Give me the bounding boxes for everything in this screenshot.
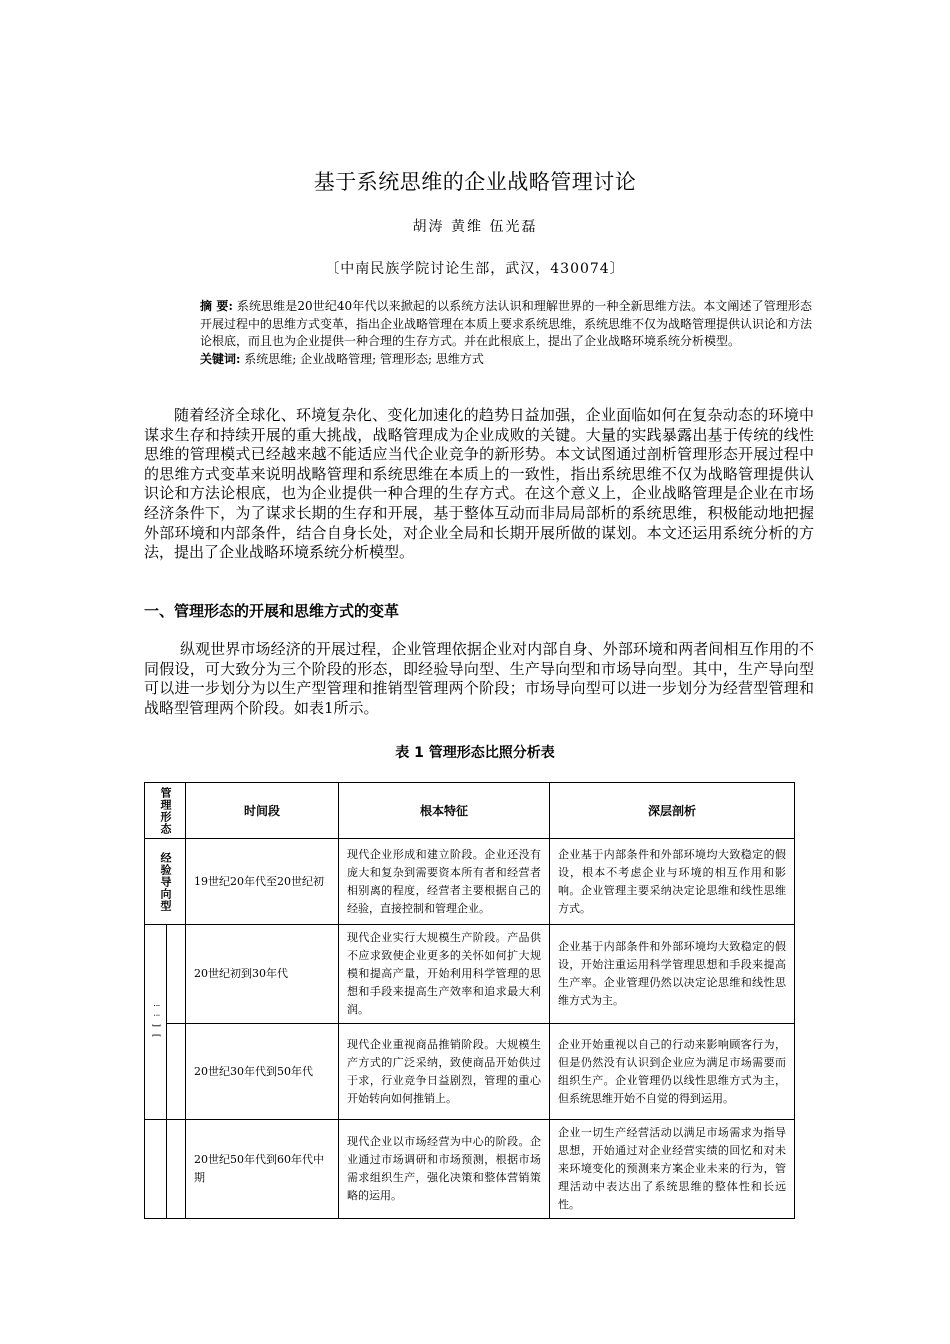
paper-title: 基于系统思维的企业战略管理讨论 <box>313 170 637 194</box>
abstract-label: 摘 要: <box>200 299 233 313</box>
header-management-form <box>145 783 186 839</box>
feature-cell: 现代企业以市场经营为中心的阶段。企业通过市场调研和市场预测，根据市场需求组织生产，强化决策和整体营销策略的运用。 <box>339 1120 550 1219</box>
section-heading-1: 一、管理形态的开展和思维方式的变革 <box>144 602 400 620</box>
sub-label-cell <box>167 1120 186 1219</box>
keywords-text: 系统思维; 企业战略管理; 管理形态; 思维方式 <box>244 351 484 366</box>
period-cell: 20世纪初到30年代 <box>186 925 339 1024</box>
feature-cell: 现代企业形成和建立阶段。企业还没有庞大和复杂到需要资本所有者和经营者相别离的程度，经营者主要根据自己的经验，直接控制和管理企业。 <box>339 839 550 925</box>
feature-cell: 现代企业实行大规模生产阶段。产品供不应求致使企业更多的关怀如何扩大规模和提高产量，开始利用科学管理的思想和手段来提高生产效率和追求最大利润。 <box>339 925 550 1024</box>
table-row <box>145 925 795 1024</box>
header-feature: 根本特征 <box>339 783 550 839</box>
comparison-table <box>144 782 795 1219</box>
section1-paragraph: 纵观世界市场经济的开展过程，企业管理依据企业对内部自身、外部环境和两者间相互作用的不同假设，可大致分为三个阶段的形态，即经验导向型、生产导向型和市场导向型。其中，生产导向型可以进一步划分为以生产型管理和推销型管理两个阶段；市场导向型可以进一步划分为经营型管理和战略型管理两个阶段。如表1所示。 <box>144 640 814 717</box>
sub-label-cell <box>167 1024 186 1120</box>
analysis-cell: 企业基于内部条件和外部环境均大致稳定的假设，开始注重运用科学管理思想和手段来提高生产率。企业管理仍然以决定论思维和线性思维方式为主。 <box>550 925 795 1024</box>
intro-paragraph: 随着经济全球化、环境复杂化、变化加速化的趋势日益加强，企业面临如何在复杂动态的环境中谋求生存和持续开展的重大挑战，战略管理成为企业成败的关键。大量的实践暴露出基于传统的线性思维的管理模式已经越来越不能适应当代企业竞争的新形势。本文试图通过剖析管理形态开展过程中的思维方式变革来说明战略管理和系统思维在本质上的一致性，指出系统思维不仅为战略管理提供认识论和方法论根底，也为企业提供一种合理的生存方式。在这个意义上，企业战略管理是企业在市场经济条件下，为了谋求长期的生存和开展，基于整体互动而非局局部析的系统思维，积极能动地把握外部环境和内部条件，结合自身长处，对企业全局和长期开展所做的谋划。本文还运用系统分析的方法，提出了企业战略环境系统分析模型。 <box>144 406 814 562</box>
analysis-cell: 企业基于内部条件和外部环境均大致稳定的假设，根本不考虑企业与环境的相互作用和影响。企业管理主要采纳决定论思维和线性思维方式。 <box>550 839 795 925</box>
abstract-block <box>200 298 812 368</box>
header-management-form-text: 管理形态 <box>159 786 172 835</box>
keywords-label: 关键词: <box>200 351 241 366</box>
period-cell: 20世纪50年代到60年代中期 <box>186 1120 339 1219</box>
row-label-experience-text: 经验导向型 <box>159 851 172 912</box>
period-cell: 19世纪20年代至20世纪初 <box>186 839 339 925</box>
period-cell: 20世纪30年代到50年代 <box>186 1024 339 1120</box>
header-analysis: 深层剖析 <box>550 783 795 839</box>
row-label-experience <box>145 839 186 925</box>
abstract-text: 系统思维是20世纪40年代以来掀起的以系统方法认识和理解世界的一种全新思维方法。本文阐述了管理形态开展过程中的思维方式变革，指出企业战略管理在本质上要求系统思维，系统思维不仅为战略管理提供认识论和方法论根底，而且也为企业提供一种合理的生存方式。并在此根底上，提出了企业战略环境系统分析模型。 <box>200 299 813 348</box>
affiliation: 〔中南民族学院讨论生部，武汉，430074〕 <box>325 261 625 277</box>
author-list: 胡涛 黄维 伍光磊 <box>412 219 538 235</box>
header-period: 时间段 <box>186 783 339 839</box>
abstract-paragraph <box>200 298 812 351</box>
analysis-cell: 企业一切生产经营活动以满足市场需求为指导思想，开始通过对企业经营实绩的回忆和对未来环境变化的预测来方案企业未来的行为，管理活动中表达出了系统思维的整体性和长远性。 <box>550 1120 795 1219</box>
analysis-cell: 企业开始重视以自己的行动来影响顾客行为，但是仍然没有认识到企业应为满足市场需要而组织生产。企业管理仍以线性思维方式为主，但系统思维开始不自觉的得到运用。 <box>550 1024 795 1120</box>
row-label-production-fragment: ⁝ ⁝ ] [ <box>150 1004 161 1040</box>
row-label-production <box>145 925 167 1120</box>
table-row <box>145 1120 795 1219</box>
table-row <box>145 1024 795 1120</box>
table-row <box>145 839 795 925</box>
table-caption: 表 1 管理形态比照分析表 <box>395 745 555 761</box>
table-header-row <box>145 783 795 839</box>
sub-label-cell <box>167 925 186 1024</box>
row-label-market <box>145 1120 167 1219</box>
keywords-line <box>200 351 812 369</box>
feature-cell: 现代企业重视商品推销阶段。大规模生产方式的广泛采纳，致使商品开始供过于求，行业竞争日益剧烈，管理的重心开始转向如何推销上。 <box>339 1024 550 1120</box>
